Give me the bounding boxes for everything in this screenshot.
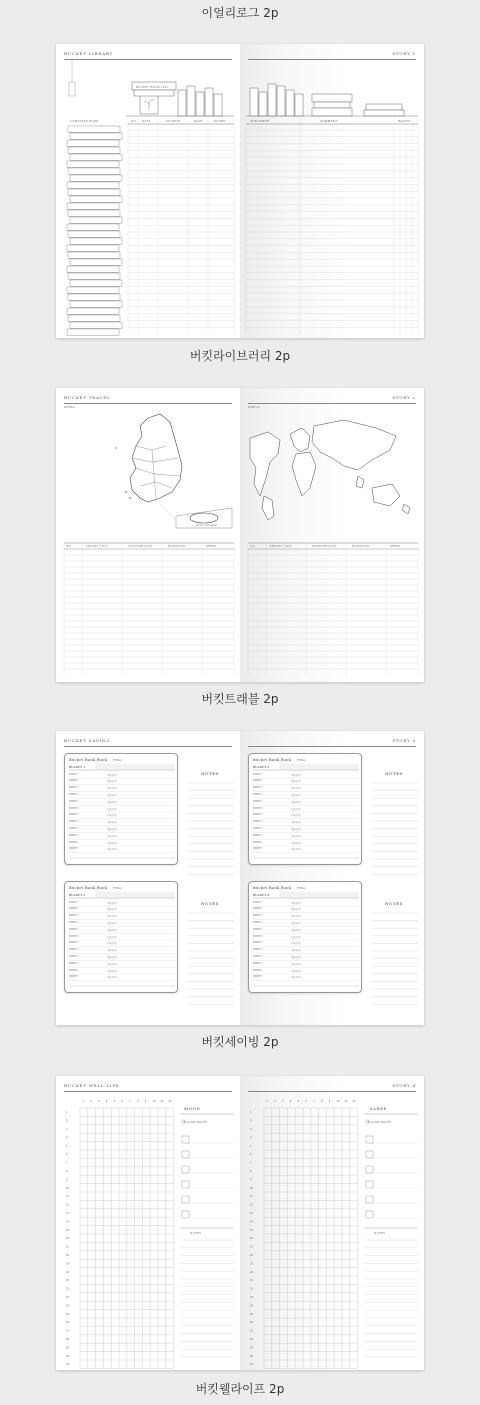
month-cell: MONTH / — [253, 961, 263, 965]
amount-cell: 저축금액 / — [107, 800, 117, 804]
day-number: 28 — [250, 1338, 254, 1341]
amount-cell: 저축금액 / — [291, 807, 301, 811]
amount-cell: 저축금액 / — [107, 807, 117, 811]
month-cell: MONTH / — [253, 900, 263, 904]
day-number: 18 — [66, 1254, 70, 1257]
month-cell: MONTH / — [253, 827, 263, 830]
amount-cell: 저축금액 / — [107, 780, 117, 784]
amount-cell: 저축금액 / — [107, 962, 117, 966]
day-number: 13 — [66, 1212, 70, 1215]
sleep-color-index: COLOR INDEX — [368, 1121, 392, 1124]
color-index-swatch — [366, 1196, 373, 1203]
amount-cell: 저축금액 / — [107, 773, 117, 777]
month-cell: MONTH / — [69, 813, 79, 817]
month-cell: MONTH / — [253, 820, 263, 824]
month-cell: MONTH / — [69, 955, 79, 958]
saving-right-page — [240, 731, 424, 1025]
library-right-page — [240, 44, 424, 338]
travel-col-memo: MEMO — [206, 545, 217, 548]
day-number: 12 — [66, 1203, 70, 1207]
month-cell: MONTH / — [253, 793, 263, 796]
bookmark-icon — [69, 82, 75, 96]
day-number: 27 — [250, 1329, 254, 1333]
bucket-label: BUCKET 4 — [253, 893, 270, 897]
bank-book-total: TOTAL : — [297, 758, 307, 762]
month-number: 7 — [129, 1100, 131, 1103]
map-world-label: WORLD — [248, 406, 261, 409]
col-publisher: PUBLISHER — [250, 120, 270, 123]
bucket-label: BUCKET 3 — [253, 765, 270, 769]
day-number: 3 — [66, 1128, 68, 1131]
amount-cell: 저축금액 / — [291, 848, 301, 852]
day-number: 31 — [66, 1363, 70, 1367]
world-col-list: TRAVEL LIST — [270, 545, 292, 548]
month-cell: MONTH / — [253, 921, 263, 924]
bank-book-card — [64, 881, 178, 993]
world-col-no: NO — [250, 545, 255, 548]
amount-cell: 저축금액 / — [107, 834, 117, 838]
month-number: 11 — [160, 1100, 164, 1103]
color-index-swatch — [182, 1151, 189, 1158]
bank-book-title: Bucket Bank Book — [253, 758, 292, 762]
travel-right-drawing — [240, 388, 424, 682]
day-number: 29 — [250, 1346, 254, 1350]
welllife-left-page — [56, 1076, 240, 1370]
amount-cell: 저축금액 / — [291, 834, 301, 838]
sleep-title: SLEEP — [370, 1106, 387, 1111]
month-cell: MONTH / — [69, 799, 79, 803]
day-number: 27 — [66, 1329, 70, 1333]
month-cell: MONTH / — [69, 779, 79, 783]
korea-map-icon — [130, 414, 182, 502]
day-number: 1 — [250, 1111, 252, 1115]
day-number: 4 — [250, 1136, 252, 1140]
welllife-right-page — [240, 1076, 424, 1370]
month-cell: MONTH / — [253, 833, 263, 837]
col-no: NO — [131, 120, 136, 123]
bank-book-total: TOTAL : — [113, 758, 123, 762]
bank-book-lines — [249, 882, 363, 994]
month-number: 12 — [352, 1100, 356, 1103]
caption-early-log: 이얼리로그 2p — [201, 6, 279, 20]
month-number: 3 — [282, 1100, 284, 1103]
day-number: 20 — [66, 1270, 70, 1274]
amount-cell: 저축금액 / — [107, 794, 117, 797]
month-cell: MONTH / — [253, 975, 263, 979]
amount-cell: 저축금액 / — [107, 956, 117, 959]
world-col-duration: DURATION — [352, 545, 370, 548]
day-number: 11 — [66, 1195, 70, 1199]
day-number: 6 — [66, 1153, 68, 1157]
amount-cell: 저축금액 / — [291, 969, 301, 973]
world-col-memo: MEMO — [390, 545, 401, 548]
caption-bucket-saving: 버킷세이빙 2p — [201, 1035, 279, 1049]
day-number: 30 — [66, 1354, 70, 1358]
jeju-label: JEJU ISLAND — [196, 524, 218, 527]
day-number: 26 — [250, 1321, 254, 1325]
color-index-swatch — [366, 1136, 373, 1143]
month-number: 3 — [98, 1100, 100, 1103]
sleep-grid — [240, 1076, 424, 1370]
amount-cell: 저축금액 / — [291, 828, 301, 831]
amount-cell: 저축금액 / — [291, 956, 301, 959]
amount-cell: 저축금액 / — [107, 928, 117, 932]
color-index-swatch — [182, 1211, 189, 1218]
amount-cell: 저축금액 / — [107, 848, 117, 852]
color-index-swatch — [366, 1151, 373, 1158]
day-number: 23 — [66, 1296, 70, 1299]
day-number: 7 — [250, 1161, 252, 1165]
day-number: 24 — [66, 1304, 70, 1308]
travel-col-duration: DURATION — [168, 545, 186, 548]
day-number: 17 — [250, 1245, 254, 1249]
month-number: 4 — [105, 1100, 108, 1103]
day-number: 20 — [250, 1270, 254, 1274]
day-number: 22 — [66, 1287, 70, 1291]
amount-cell: 저축금액 / — [291, 787, 301, 791]
month-cell: MONTH / — [69, 968, 79, 972]
day-number: 6 — [250, 1153, 252, 1157]
amount-cell: 저축금액 / — [107, 915, 117, 919]
day-number: 30 — [250, 1354, 254, 1358]
spread-travel — [56, 388, 424, 682]
caption-bucket-welllife: 버킷웰라이프 2p — [195, 1382, 285, 1396]
day-number: 19 — [250, 1262, 254, 1266]
month-cell: MONTH / — [253, 806, 263, 810]
day-number: 15 — [250, 1228, 254, 1232]
day-number: 9 — [66, 1178, 68, 1182]
day-number: 4 — [66, 1136, 68, 1140]
month-number: 12 — [168, 1100, 172, 1103]
month-number: 9 — [144, 1100, 147, 1103]
month-number: 2 — [274, 1100, 276, 1103]
month-cell: MONTH / — [69, 948, 79, 952]
month-cell: MONTH / — [69, 772, 79, 776]
month-cell: MONTH / — [69, 786, 79, 790]
month-cell: MONTH / — [69, 827, 79, 830]
bank-book-lines — [65, 882, 179, 994]
day-number: 16 — [66, 1237, 70, 1241]
bank-book-lines — [65, 754, 179, 866]
month-number: 6 — [305, 1100, 307, 1103]
travel-left-drawing — [56, 388, 240, 682]
library-right-drawing — [240, 44, 424, 338]
amount-cell: 저축금액 / — [291, 962, 301, 966]
amount-cell: 저축금액 / — [291, 773, 301, 777]
col-genre: GENRE — [214, 120, 226, 123]
day-number: 17 — [66, 1245, 70, 1249]
month-cell: MONTH / — [253, 907, 263, 911]
amount-cell: 저축금액 / — [107, 908, 117, 912]
month-cell: MONTH / — [253, 955, 263, 958]
mood-color-index: COLOR INDEX — [184, 1121, 208, 1124]
month-number: 6 — [121, 1100, 123, 1103]
mood-notes: NOTES — [190, 1232, 202, 1235]
month-number: 5 — [113, 1100, 116, 1103]
amount-cell: 저축금액 / — [107, 821, 117, 825]
amount-cell: 저축금액 / — [291, 780, 301, 784]
day-number: 18 — [250, 1254, 254, 1257]
bookshelf-tag: BUCKET BOOK LIST — [136, 86, 169, 89]
sleep-notes: NOTES — [374, 1232, 386, 1235]
mood-grid — [56, 1076, 240, 1370]
saving-story: STORY 3 — [392, 738, 416, 743]
month-cell: MONTH / — [253, 847, 263, 851]
notes-title-1: NOTES — [201, 771, 220, 776]
month-number: 4 — [289, 1100, 292, 1103]
amount-cell: 저축금액 / — [291, 908, 301, 912]
day-number: 11 — [250, 1195, 254, 1199]
spread-saving — [56, 731, 424, 1025]
notes-title-2: NOTES — [201, 901, 220, 906]
bank-book-card — [248, 753, 362, 865]
amount-cell: 저축금액 / — [291, 928, 301, 932]
caption-bucket-travel: 버킷트래블 2p — [201, 692, 279, 706]
day-number: 2 — [250, 1119, 252, 1123]
day-number: 16 — [250, 1237, 254, 1241]
month-cell: MONTH / — [69, 840, 79, 844]
amount-cell: 저축금액 / — [291, 794, 301, 797]
col-complete-book: COMPLETE BOOK — [70, 120, 99, 123]
amount-cell: 저축금액 / — [291, 841, 301, 845]
amount-cell: 저축금액 / — [291, 922, 301, 925]
travel-col-list: TRAVEL LIST — [86, 545, 108, 548]
month-cell: MONTH / — [69, 961, 79, 965]
world-col-country: COUNTRY/CITY — [312, 545, 337, 548]
day-number: 25 — [66, 1312, 70, 1316]
month-cell: MONTH / — [253, 799, 263, 803]
day-number: 25 — [250, 1312, 254, 1316]
amount-cell: 저축금액 / — [291, 935, 301, 939]
day-number: 15 — [66, 1228, 70, 1232]
month-cell: MONTH / — [69, 927, 79, 931]
day-number: 1 — [66, 1111, 68, 1115]
amount-cell: 저축금액 / — [291, 976, 301, 980]
day-number: 3 — [250, 1128, 252, 1131]
notes-title-4: NOTES — [385, 901, 404, 906]
map-korea-label: KOREA — [64, 406, 76, 409]
month-number: 11 — [344, 1100, 348, 1103]
month-cell: MONTH / — [69, 847, 79, 851]
bank-book-title: Bucket Bank Book — [253, 886, 292, 890]
month-cell: MONTH / — [253, 934, 263, 938]
day-number: 10 — [66, 1186, 70, 1190]
month-cell: MONTH / — [69, 941, 79, 945]
travel-col-country: COUNTRY/CITY — [128, 545, 153, 548]
day-number: 23 — [250, 1296, 254, 1299]
month-cell: MONTH / — [69, 806, 79, 810]
amount-cell: 저축금액 / — [107, 942, 117, 946]
color-index-swatch — [182, 1181, 189, 1188]
month-cell: MONTH / — [69, 820, 79, 824]
travel-right-page — [240, 388, 424, 682]
bank-book-card — [248, 881, 362, 993]
mood-title: MOOD — [184, 1106, 201, 1111]
month-cell: MONTH / — [69, 934, 79, 938]
day-number: 31 — [250, 1363, 254, 1367]
month-number: 7 — [313, 1100, 315, 1103]
library-story: STORY 1 — [392, 51, 416, 56]
color-index-swatch — [182, 1196, 189, 1203]
amount-cell: 저축금액 / — [107, 922, 117, 925]
month-cell: MONTH / — [253, 941, 263, 945]
travel-col-no: NO — [66, 545, 71, 548]
saving-header: BUCKET SAVING — [64, 738, 111, 743]
amount-cell: 저축금액 / — [291, 821, 301, 825]
day-number: 14 — [250, 1220, 254, 1224]
month-number: 8 — [321, 1100, 323, 1103]
col-rating: RATING — [398, 120, 411, 123]
month-number: 1 — [266, 1100, 268, 1103]
day-number: 9 — [250, 1178, 252, 1182]
month-number: 8 — [137, 1100, 139, 1103]
travel-story: STORY 2 — [392, 395, 416, 400]
month-cell: MONTH / — [253, 813, 263, 817]
col-date: DATE — [142, 120, 151, 123]
day-number: 14 — [66, 1220, 70, 1224]
world-map-icon — [250, 420, 410, 520]
day-number: 29 — [66, 1346, 70, 1350]
bank-book-title: Bucket Bank Book — [69, 886, 108, 890]
month-number: 1 — [82, 1100, 84, 1103]
travel-header: BUCKET TRAVEL — [64, 395, 111, 400]
bucket-label: BUCKET 1 — [69, 765, 86, 769]
month-cell: MONTH / — [253, 779, 263, 783]
color-index-swatch — [366, 1166, 373, 1173]
day-number: 26 — [66, 1321, 70, 1325]
day-number: 21 — [66, 1279, 70, 1283]
day-number: 5 — [66, 1144, 68, 1148]
month-number: 10 — [336, 1100, 340, 1103]
month-cell: MONTH / — [253, 914, 263, 918]
day-number: 13 — [250, 1212, 254, 1215]
day-number: 28 — [66, 1338, 70, 1341]
travel-left-page — [56, 388, 240, 682]
day-number: 10 — [250, 1186, 254, 1190]
month-cell: MONTH / — [69, 833, 79, 837]
month-cell: MONTH / — [253, 927, 263, 931]
amount-cell: 저축금액 / — [107, 814, 117, 818]
amount-cell: 저축금액 / — [291, 949, 301, 953]
amount-cell: 저축금액 / — [107, 841, 117, 845]
spread-welllife — [56, 1076, 424, 1370]
amount-cell: 저축금액 / — [107, 976, 117, 980]
color-index-swatch — [182, 1136, 189, 1143]
month-cell: MONTH / — [253, 968, 263, 972]
bank-book-title: Bucket Bank Book — [69, 758, 108, 762]
day-number: 24 — [250, 1304, 254, 1308]
spread-library — [56, 44, 424, 338]
month-number: 5 — [297, 1100, 300, 1103]
day-number: 2 — [66, 1119, 68, 1123]
month-number: 9 — [328, 1100, 331, 1103]
library-header: BUCKET LIBRARY — [64, 51, 114, 56]
amount-cell: 저축금액 / — [291, 814, 301, 818]
library-left-page — [56, 44, 240, 338]
day-number: 8 — [66, 1170, 68, 1173]
amount-cell: 저축금액 / — [107, 901, 117, 905]
month-number: 10 — [152, 1100, 156, 1103]
welllife-header: BUCKET WELL-LIFE — [64, 1083, 120, 1088]
amount-cell: 저축금액 / — [291, 915, 301, 919]
day-number: 22 — [250, 1287, 254, 1291]
col-comment: COMMENT — [320, 120, 338, 123]
notes-title-3: NOTES — [385, 771, 404, 776]
amount-cell: 저축금액 / — [107, 935, 117, 939]
col-author: AUTHOR — [166, 120, 180, 123]
month-cell: MONTH / — [253, 786, 263, 790]
caption-bucket-library: 버킷라이브러리 2p — [189, 349, 291, 363]
day-number: 8 — [250, 1170, 252, 1173]
month-cell: MONTH / — [69, 914, 79, 918]
month-cell: MONTH / — [69, 907, 79, 911]
month-number: 2 — [90, 1100, 92, 1103]
month-cell: MONTH / — [69, 793, 79, 796]
day-number: 12 — [250, 1203, 254, 1207]
day-number: 5 — [250, 1144, 252, 1148]
amount-cell: 저축금액 / — [291, 942, 301, 946]
bank-book-total: TOTAL : — [297, 886, 307, 890]
month-cell: MONTH / — [69, 921, 79, 924]
color-index-swatch — [366, 1211, 373, 1218]
month-cell: MONTH / — [253, 840, 263, 844]
col-page: PAGE — [194, 120, 203, 123]
day-number: 21 — [250, 1279, 254, 1283]
amount-cell: 저축금액 / — [291, 800, 301, 804]
bank-book-lines — [249, 754, 363, 866]
month-cell: MONTH / — [69, 975, 79, 979]
amount-cell: 저축금액 / — [107, 969, 117, 973]
day-number: 19 — [66, 1262, 70, 1266]
amount-cell: 저축금액 / — [107, 787, 117, 791]
day-number: 7 — [66, 1161, 68, 1165]
month-cell: MONTH / — [253, 948, 263, 952]
color-index-swatch — [366, 1181, 373, 1188]
color-index-swatch — [182, 1166, 189, 1173]
bank-book-total: TOTAL : — [113, 886, 123, 890]
saving-left-page — [56, 731, 240, 1025]
month-cell: MONTH / — [69, 900, 79, 904]
amount-cell: 저축금액 / — [291, 901, 301, 905]
bucket-label: BUCKET 2 — [69, 893, 86, 897]
amount-cell: 저축금액 / — [107, 828, 117, 831]
month-cell: MONTH / — [253, 772, 263, 776]
amount-cell: 저축금액 / — [107, 949, 117, 953]
welllife-story: STORY 4 — [392, 1083, 416, 1088]
bank-book-card — [64, 753, 178, 865]
